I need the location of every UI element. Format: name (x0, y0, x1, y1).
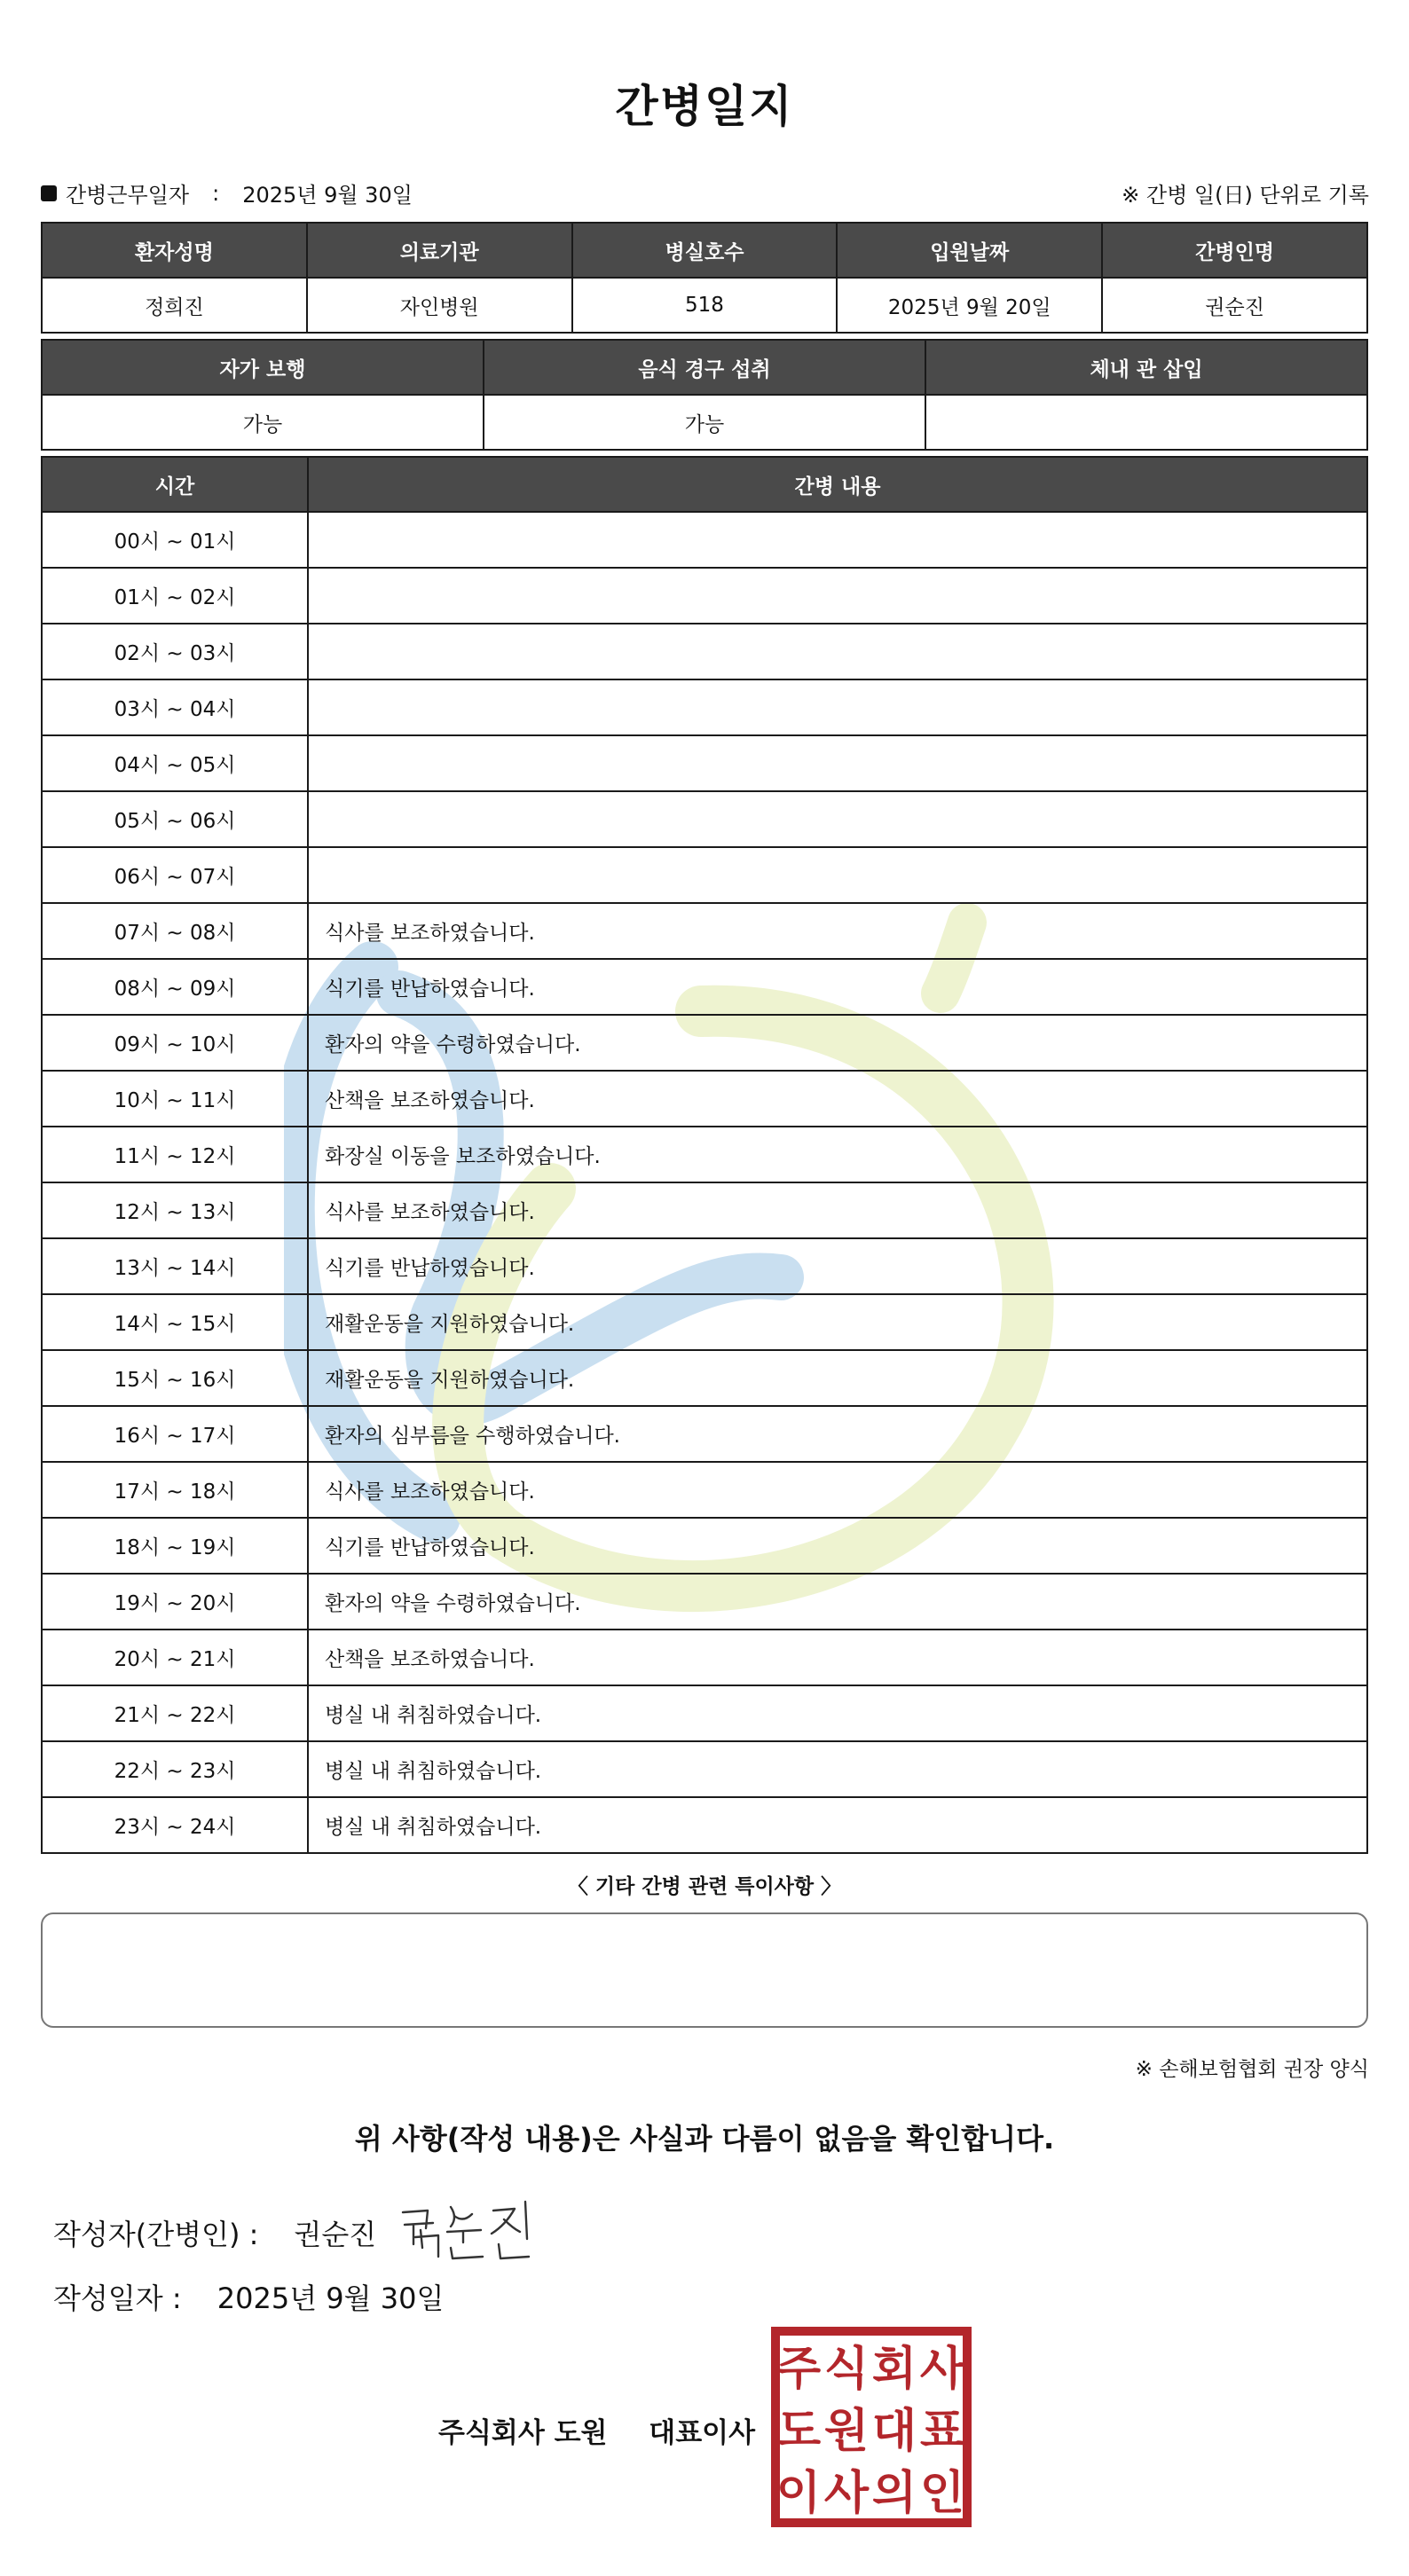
care-log-row (42, 959, 1367, 1015)
company-line (438, 2410, 755, 2450)
care-log-header-row (42, 457, 1367, 512)
care-log-time: 06시 ~ 07시 (42, 847, 308, 903)
care-log-content: 식기를 반납하였습니다. (308, 1238, 1367, 1294)
care-log-row (42, 791, 1367, 847)
care-log-row (42, 1630, 1367, 1685)
work-date-value: 2025년 9월 30일 (242, 183, 413, 208)
header-time: 시간 (42, 457, 308, 512)
patient-info-header-row (42, 223, 1367, 278)
care-log-time: 15시 ~ 16시 (42, 1350, 308, 1406)
care-log-content: 산책을 보조하였습니다. (308, 1071, 1367, 1127)
header-hospital: 의료기관 (307, 223, 572, 278)
care-log-content (308, 679, 1367, 735)
care-log-content: 산책을 보조하였습니다. (308, 1630, 1367, 1685)
care-log-content: 재활운동을 지원하였습니다. (308, 1294, 1367, 1350)
care-log-row (42, 1741, 1367, 1797)
care-log-row (42, 1462, 1367, 1518)
written-date-line (53, 2276, 444, 2317)
care-log-time: 20시 ~ 21시 (42, 1630, 308, 1685)
care-log-row (42, 1294, 1367, 1350)
seal-character: 인 (919, 2467, 965, 2520)
seal-character: 표 (919, 2405, 965, 2458)
condition-header-row (42, 340, 1367, 395)
header-admission-date: 입원날짜 (837, 223, 1102, 278)
care-log-row (42, 847, 1367, 903)
written-date-label: 작성일자 : (53, 2281, 182, 2315)
hospital: 자인병원 (307, 278, 572, 333)
care-log-time: 07시 ~ 08시 (42, 903, 308, 959)
care-log-row (42, 679, 1367, 735)
care-log-row (42, 1127, 1367, 1182)
care-log-row (42, 1797, 1367, 1853)
care-log-body (42, 512, 1367, 1853)
care-log-content: 식기를 반납하였습니다. (308, 1518, 1367, 1574)
room-number: 518 (572, 278, 838, 333)
company-name: 주식회사 도원 (438, 2417, 608, 2449)
care-log-row (42, 1350, 1367, 1406)
written-date-value: 2025년 9월 30일 (216, 2281, 445, 2315)
seal-character: 회 (871, 2343, 917, 2396)
condition-value-row (42, 395, 1367, 450)
care-log-content (308, 735, 1367, 791)
tube-insertion-value (925, 395, 1367, 450)
care-log-time: 21시 ~ 22시 (42, 1685, 308, 1741)
caregiver-name: 권순진 (1102, 278, 1367, 333)
care-log-time: 17시 ~ 18시 (42, 1462, 308, 1518)
care-log-time: 04시 ~ 05시 (42, 735, 308, 791)
care-log-row (42, 735, 1367, 791)
work-date (41, 177, 413, 208)
care-log-time: 23시 ~ 24시 (42, 1797, 308, 1853)
seal-character: 대 (871, 2405, 917, 2458)
seal-character: 의 (871, 2467, 917, 2520)
care-log-time: 11시 ~ 12시 (42, 1127, 308, 1182)
care-log-content (308, 791, 1367, 847)
unit-note: ※ 간병 일(日) 단위로 기록 (1122, 183, 1369, 208)
care-log-content: 식사를 보조하였습니다. (308, 1462, 1367, 1518)
header-self-walking: 자가 보행 (42, 340, 484, 395)
care-log-time: 12시 ~ 13시 (42, 1182, 308, 1238)
care-log-row (42, 903, 1367, 959)
care-log-time: 03시 ~ 04시 (42, 679, 308, 735)
notes-label: 〈 기타 간병 관련 특이사항 〉 (567, 1875, 842, 1898)
bullet-square-icon (41, 185, 57, 201)
care-log-row (42, 1182, 1367, 1238)
notes-box (41, 1912, 1368, 2028)
care-log-content: 재활운동을 지원하였습니다. (308, 1350, 1367, 1406)
care-log-content (308, 568, 1367, 624)
work-date-colon: : (212, 180, 220, 206)
patient-info-value-row (42, 278, 1367, 333)
care-log-time: 14시 ~ 15시 (42, 1294, 308, 1350)
care-log-row (42, 1071, 1367, 1127)
care-log-content (308, 512, 1367, 568)
condition-table (41, 339, 1368, 451)
care-log-time: 19시 ~ 20시 (42, 1574, 308, 1630)
care-log-row (42, 624, 1367, 679)
header-tube-insertion: 체내 관 삽입 (925, 340, 1367, 395)
care-log-content: 병실 내 취침하였습니다. (308, 1741, 1367, 1797)
care-log-row (42, 1015, 1367, 1071)
care-log-row (42, 1574, 1367, 1630)
work-date-label: 간병근무일자 (66, 183, 190, 208)
header-patient-name: 환자성명 (42, 223, 307, 278)
document-title: 간병일지 (615, 81, 794, 132)
seal-character: 도 (775, 2405, 822, 2458)
care-log-row (42, 1406, 1367, 1462)
care-log-time: 22시 ~ 23시 (42, 1741, 308, 1797)
confirmation-statement: 위 사항(작성 내용)은 사실과 다름이 없음을 확인합니다. (354, 2122, 1055, 2156)
care-log-content: 식기를 반납하였습니다. (308, 959, 1367, 1015)
oral-intake-value: 가능 (484, 395, 925, 450)
seal-character: 원 (823, 2405, 870, 2458)
care-log-time: 13시 ~ 14시 (42, 1238, 308, 1294)
self-walking-value: 가능 (42, 395, 484, 450)
care-log-time: 18시 ~ 19시 (42, 1518, 308, 1574)
care-log-time: 10시 ~ 11시 (42, 1071, 308, 1127)
seal-character: 이 (775, 2467, 822, 2520)
writer-line (53, 2202, 538, 2264)
writer-name: 권순진 (294, 2218, 377, 2251)
company-title: 대표이사 (649, 2417, 756, 2449)
care-log-time: 08시 ~ 09시 (42, 959, 308, 1015)
care-log-content: 환자의 약을 수령하였습니다. (308, 1574, 1367, 1630)
care-log-time: 09시 ~ 10시 (42, 1015, 308, 1071)
care-log-content: 환자의 약을 수령하였습니다. (308, 1015, 1367, 1071)
care-log-row (42, 1518, 1367, 1574)
header-care-content: 간병 내용 (308, 457, 1367, 512)
seal-character: 사 (823, 2467, 870, 2520)
care-log-time: 01시 ~ 02시 (42, 568, 308, 624)
seal-character: 사 (919, 2343, 965, 2396)
care-log-row (42, 1685, 1367, 1741)
care-log-time: 05시 ~ 06시 (42, 791, 308, 847)
care-log-content: 화장실 이동을 보조하였습니다. (308, 1127, 1367, 1182)
care-log-content: 병실 내 취침하였습니다. (308, 1797, 1367, 1853)
seal-character: 식 (823, 2343, 870, 2396)
header-oral-intake: 음식 경구 섭취 (484, 340, 925, 395)
writer-label: 작성자(간병인) : (53, 2218, 259, 2251)
header-caregiver-name: 간병인명 (1102, 223, 1367, 278)
care-log-time: 00시 ~ 01시 (42, 512, 308, 568)
care-log-time: 16시 ~ 17시 (42, 1406, 308, 1462)
header-room-number: 병실호수 (572, 223, 838, 278)
care-log-content: 식사를 보조하였습니다. (308, 903, 1367, 959)
care-log-table (41, 456, 1368, 1854)
care-log-content: 환자의 심부름을 수행하였습니다. (308, 1406, 1367, 1462)
care-log-content (308, 847, 1367, 903)
care-log-content: 병실 내 취침하였습니다. (308, 1685, 1367, 1741)
care-log-row (42, 1238, 1367, 1294)
care-log-row (42, 568, 1367, 624)
seal-character: 주 (775, 2343, 822, 2396)
form-note: ※ 손해보험협회 권장 양식 (1135, 2058, 1369, 2081)
patient-name: 정희진 (42, 278, 307, 333)
care-log-content (308, 624, 1367, 679)
care-log-time: 02시 ~ 03시 (42, 624, 308, 679)
company-seal (770, 2326, 972, 2528)
admission-date: 2025년 9월 20일 (837, 278, 1102, 333)
care-log-content: 식사를 보조하였습니다. (308, 1182, 1367, 1238)
handwritten-signature (396, 2193, 538, 2264)
patient-info-table (41, 222, 1368, 334)
care-log-row (42, 512, 1367, 568)
